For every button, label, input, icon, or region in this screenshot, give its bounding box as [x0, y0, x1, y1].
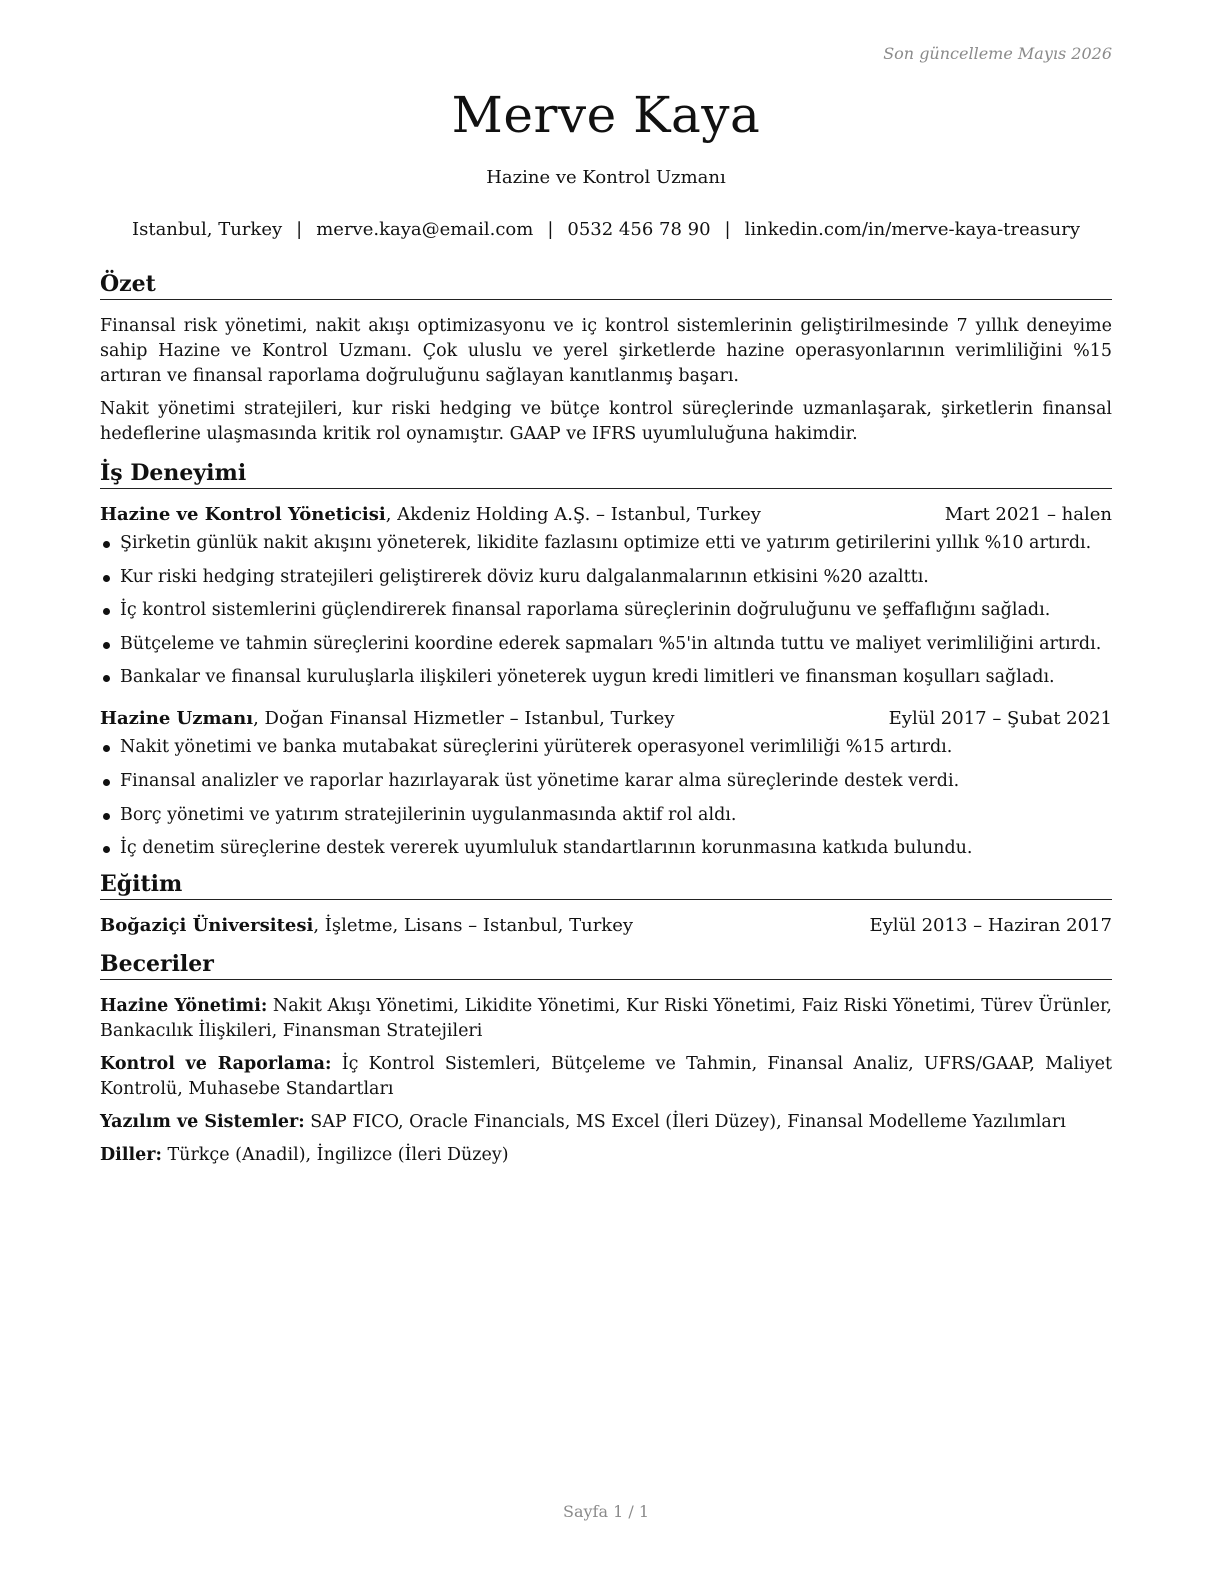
experience-section	[100, 459, 1112, 860]
contact-separator: |	[724, 219, 731, 240]
job-bullet: Borç yönetimi ve yatırım stratejilerinin uygulanmasında aktif rol aldı.	[100, 803, 1112, 827]
contact-line	[100, 219, 1112, 240]
contact-phone: 0532 456 78 90	[567, 219, 711, 240]
contact-location: Istanbul, Turkey	[131, 219, 283, 240]
contact-separator: |	[296, 219, 303, 240]
skill-label: Kontrol ve Raporlama:	[100, 1053, 332, 1074]
summary-section	[100, 270, 1112, 447]
contact-separator: |	[547, 219, 554, 240]
summary-paragraph: Nakit yönetimi stratejileri, kur riski hedging ve bütçe kontrol süreçlerinde uzmanlaşarak, şirketlerin finansal hedeflerine ulaşmasında kritik rol oynamıştır. GAAP ve IFRS uyumluluğuna hakimdir.	[100, 399, 1112, 444]
school-name: Boğaziçi Üniversitesi	[100, 914, 314, 936]
skill-row	[100, 1052, 1112, 1102]
education-entry	[100, 914, 1112, 938]
page-number: Sayfa 1 / 1	[562, 1502, 649, 1521]
job-bullet: Kur riski hedging stratejileri geliştirerek döviz kuru dalgalanmalarının etkisini %20 azalttı.	[100, 565, 1112, 589]
resume-page	[100, 0, 1112, 1584]
job-bullet: İç denetim süreçlerine destek vererek uyumluluk standartlarının korunmasına katkıda bulundu.	[100, 836, 1112, 860]
job-role: Hazine Uzmanı	[100, 708, 254, 730]
job-company: , Doğan Finansal Hizmetler – Istanbul, Turkey	[253, 708, 675, 730]
education-detail: , İşletme, Lisans – Istanbul, Turkey	[313, 914, 634, 936]
contact-email-link[interactable]: merve.kaya@email.com	[316, 219, 534, 240]
job-role: Hazine ve Kontrol Yöneticisi	[100, 504, 386, 525]
skill-row	[100, 1110, 1112, 1135]
job-header	[100, 503, 1112, 527]
skill-value: Türkçe (Anadil), İngilizce (İleri Düzey)	[161, 1144, 509, 1165]
job-header	[100, 707, 1112, 731]
skill-row	[100, 1143, 1112, 1168]
skill-label: Hazine Yönetimi:	[100, 995, 268, 1016]
skill-row	[100, 994, 1112, 1044]
job-dates: Mart 2021 – halen	[944, 504, 1112, 525]
education-dates: Eylül 2013 – Haziran 2017	[869, 914, 1112, 936]
job-bullet: Şirketin günlük nakit akışını yöneterek, likidite fazlasını optimize etti ve yatırım getirilerini yıllık %10 artırdı.	[100, 531, 1112, 555]
job-company: , Akdeniz Holding A.Ş. – Istanbul, Turkey	[385, 504, 761, 525]
skill-label: Diller:	[100, 1144, 162, 1165]
summary-heading: Özet	[100, 270, 1112, 300]
summary-paragraph: Finansal risk yönetimi, nakit akışı optimizasyonu ve iç kontrol sistemlerinin geliştirilmesinde 7 yıllık deneyime sahip Hazine ve Kontrol Uzmanı. Çok uluslu ve yerel şirketlerde hazine operasyonlarının verimliliğini %15 artıran ve finansal raporlama doğruluğunu sağlayan kanıtlanmış başarı.	[100, 316, 1112, 386]
education-section	[100, 870, 1112, 938]
contact-linkedin-link[interactable]: linkedin.com/in/merve-kaya-treasury	[744, 219, 1081, 240]
skill-label: Yazılım ve Sistemler:	[100, 1111, 305, 1132]
candidate-name: Merve Kaya	[451, 86, 761, 144]
job-dates: Eylül 2017 – Şubat 2021	[888, 708, 1112, 730]
job-bullet: Bütçeleme ve tahmin süreçlerini koordine ederek sapmaları %5'in altında tuttu ve maliyet verimliliğini artırdı.	[100, 632, 1112, 656]
job-bullets	[100, 735, 1112, 860]
skill-value: Nakit Akışı Yönetimi, Likidite Yönetimi, Kur Riski Yönetimi, Faiz Riski Yönetimi, Türev Ürünler, Bankacılık İlişkileri, Finansman Stratejileri	[100, 995, 1112, 1041]
skills-section	[100, 950, 1112, 1168]
job-title: Hazine ve Kontrol Uzmanı	[486, 167, 726, 188]
skill-value: İç Kontrol Sistemleri, Bütçeleme ve Tahmin, Finansal Analiz, UFRS/GAAP, Maliyet Kontrolü, Muhasebe Standartları	[100, 1053, 1112, 1099]
job-bullet: Finansal analizler ve raporlar hazırlayarak üst yönetime karar alma süreçlerinde destek verdi.	[100, 769, 1112, 793]
resume-content	[100, 270, 1112, 1168]
skill-value: SAP FICO, Oracle Financials, MS Excel (İleri Düzey), Finansal Modelleme Yazılımları	[304, 1111, 1066, 1132]
experience-heading: İş Deneyimi	[100, 459, 1112, 489]
job-bullets	[100, 531, 1112, 689]
education-heading: Eğitim	[100, 870, 1112, 900]
job-bullet: Bankalar ve finansal kuruluşlarla ilişkileri yöneterek uygun kredi limitleri ve finansman koşulları sağladı.	[100, 665, 1112, 689]
skills-heading: Beceriler	[100, 950, 1112, 980]
job-bullet: Nakit yönetimi ve banka mutabakat süreçlerini yürüterek operasyonel verimliliği %15 artırdı.	[100, 735, 1112, 759]
last-updated: Son güncelleme Mayıs 2026	[883, 44, 1112, 63]
job-bullet: İç kontrol sistemlerini güçlendirerek finansal raporlama süreçlerinin doğruluğunu ve şeffaflığını sağladı.	[100, 598, 1112, 622]
